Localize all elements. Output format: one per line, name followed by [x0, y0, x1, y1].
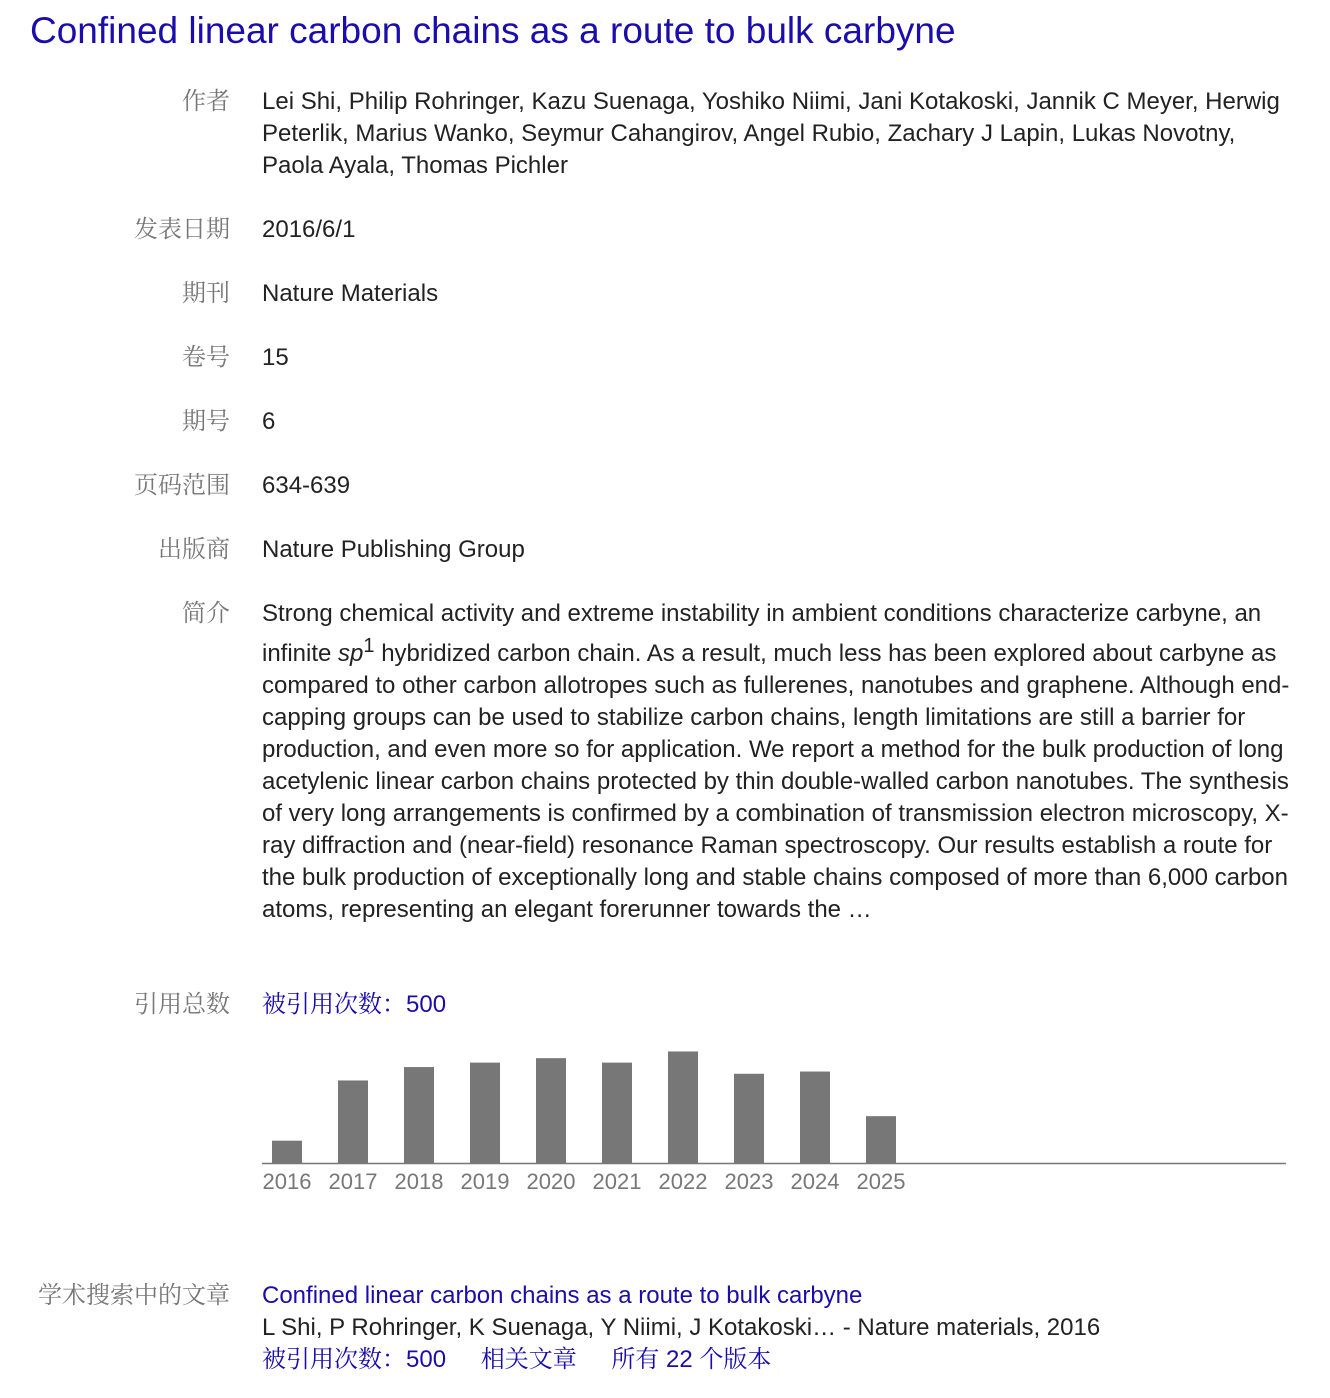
chart-bar-2016[interactable]	[272, 1141, 302, 1163]
chart-bar-2020[interactable]	[536, 1058, 566, 1163]
chart-bar-2022[interactable]	[668, 1051, 698, 1163]
chart-tick-label-2017: 2017	[328, 1169, 378, 1194]
chart-tick-label-2025: 2025	[856, 1169, 906, 1194]
chart-bar-2024[interactable]	[800, 1072, 830, 1163]
abstract-text	[262, 598, 1292, 926]
chart-bar-2018[interactable]	[404, 1067, 434, 1163]
chart-tick-label-2023: 2023	[724, 1169, 774, 1194]
chart-bar-2019[interactable]	[470, 1063, 500, 1163]
volume-label: 卷号	[182, 344, 230, 371]
authors-value: Lei Shi, Philip Rohringer, Kazu Suenaga, Yoshiko Niimi, Jani Kotakoski, Jannik C Meyer, Herwig Peterlik, Marius Wanko, Seymur Cahangirov, Angel Rubio, Zachary J Lapin, Lukas Novotny, Paola Ayala, Thomas Pichler	[262, 88, 1280, 179]
abstract-label: 简介	[182, 600, 230, 627]
date-value: 2016/6/1	[262, 216, 356, 243]
abstract-text-end: hybridized carbon chain. As a result, much less has been explored about carbyne as compared to other carbon allotropes such as fullerenes, nanotubes and graphene. Although end-capping groups can be used to stabilize carbon chains, length limitations are still a barrier for production, and even more so for application. We report a method for the bulk production of long acetylenic linear carbon chains protected by thin double-walled carbon nanotubes. The synthesis of very long arrangements is confirmed by a combination of transmission electron microscopy, X-ray diffraction and (near-field) resonance Raman spectroscopy. Our results establish a route for the bulk production of exceptionally long and stable chains composed of more than 6,000 carbon atoms, representing an elegant forerunner towards the …	[262, 640, 1290, 923]
date-label: 发表日期	[134, 216, 230, 243]
chart-tick-label-2021: 2021	[592, 1169, 642, 1194]
issue-value: 6	[262, 408, 276, 435]
citations-label: 引用总数	[134, 991, 230, 1018]
article-title-link[interactable]: Confined linear carbon chains as a route to bulk carbyne	[30, 10, 956, 51]
abstract-text-start: Strong chemical activity and extreme instability in ambient conditions characterize carbyne, an infinite	[262, 600, 1262, 667]
chart-bar-2025[interactable]	[866, 1116, 896, 1163]
scholar-authors-line: L Shi, P Rohringer, K Suenaga, Y Niimi, J Kotakoski… - Nature materials, 2016	[262, 1314, 1101, 1341]
scholar-cited-by-link[interactable]: 被引用次数：500	[262, 1346, 447, 1373]
citations-bar-chart	[262, 1040, 1292, 1200]
chart-bar-2021[interactable]	[602, 1063, 632, 1163]
chart-tick-label-2018: 2018	[394, 1169, 444, 1194]
all-versions-link[interactable]: 所有 22 个版本	[611, 1346, 772, 1373]
abstract-italic-sp: sp	[338, 640, 364, 667]
chart-tick-label-2020: 2020	[526, 1169, 576, 1194]
chart-tick-label-2022: 2022	[658, 1169, 708, 1194]
citations-value	[262, 989, 1292, 1021]
related-articles-link[interactable]: 相关文章	[480, 1346, 577, 1373]
authors-label: 作者	[182, 88, 230, 115]
journal-label: 期刊	[182, 280, 230, 307]
scholar-article	[262, 1280, 1292, 1376]
scholar-article-title-link[interactable]: Confined linear carbon chains as a route to bulk carbyne	[262, 1282, 863, 1309]
pages-value: 634-639	[262, 472, 351, 499]
publisher-value: Nature Publishing Group	[262, 536, 525, 563]
scholar-links	[262, 1344, 1292, 1376]
issue-label: 期号	[182, 408, 230, 435]
chart-bar-2023[interactable]	[734, 1074, 764, 1163]
chart-bar-2017[interactable]	[338, 1080, 368, 1163]
abstract-superscript: 1	[363, 635, 375, 657]
cited-by-link[interactable]: 被引用次数：500	[262, 991, 447, 1018]
pages-label: 页码范围	[134, 472, 230, 499]
scholar-articles-label: 学术搜索中的文章	[38, 1282, 230, 1309]
chart-tick-label-2016: 2016	[262, 1169, 312, 1194]
chart-tick-label-2019: 2019	[460, 1169, 510, 1194]
journal-value: Nature Materials	[262, 280, 439, 307]
publisher-label: 出版商	[158, 536, 230, 563]
chart-tick-label-2024: 2024	[790, 1169, 840, 1194]
volume-value: 15	[262, 344, 289, 371]
